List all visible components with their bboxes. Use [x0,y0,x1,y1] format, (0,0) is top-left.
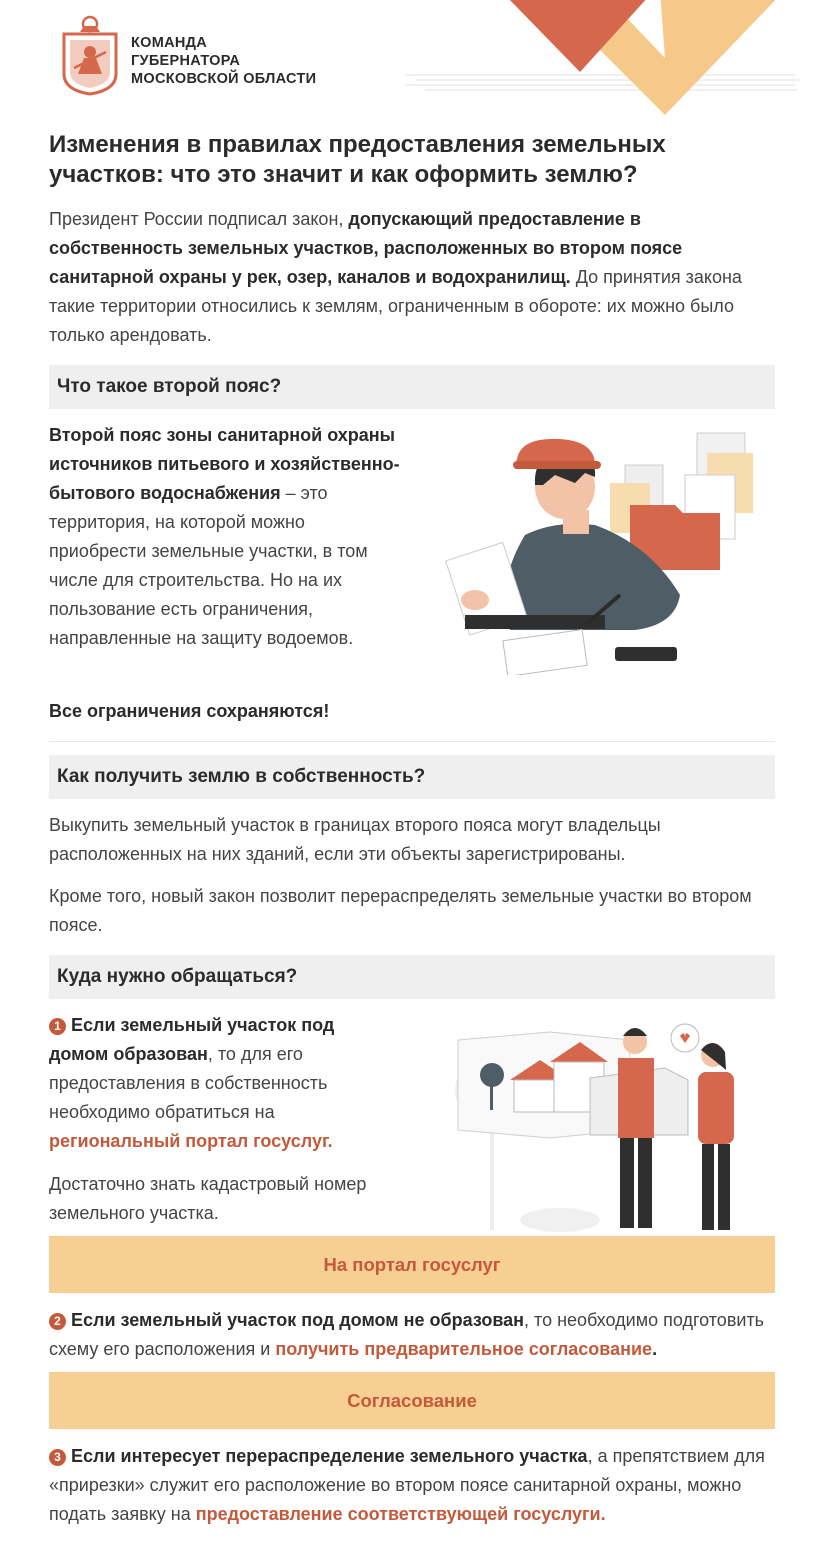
section-heading-second-belt [49,365,775,409]
option-2-bold: Если земельный участок под домом не образован [71,1310,525,1330]
service-request-link[interactable]: предоставление соответствующей госуслуги. [195,1504,606,1524]
second-belt-definition [49,421,401,653]
gosuslugi-portal-button[interactable]: На портал госуслуг [49,1236,775,1293]
worker-illustration [435,425,775,675]
definition-bold: Второй пояс зоны санитарной охраны источников питьевого и хозяйственно-бытового водоснабжения [49,425,400,503]
intro-paragraph [49,205,779,350]
page-title: Изменения в правилах предоставления земельных участков: что это значит и как оформить землю? [49,131,666,188]
header-decoration [400,0,820,120]
definition-text: – это территория, на которой можно приобрести земельные участки, в том числе для строительства. Но на их пользование есть ограничения, направленные на защиту водоемов. [49,483,368,648]
intro-text-1: Президент России подписал закон, [49,209,349,229]
number-1-badge: 1 [49,1018,66,1035]
option-1-text [49,1011,379,1156]
approval-button[interactable]: Согласование [49,1372,775,1429]
section-heading-text: Что такое второй пояс? [57,376,282,397]
section-heading-ownership [49,755,775,799]
ownership-paragraph-2: Кроме того, новый закон позволит перераспределять земельные участки во втором поясе. [49,886,752,935]
preliminary-approval-link[interactable]: получить предварительное согласование [275,1339,653,1359]
couple-map-illustration [430,1020,775,1235]
intro-text-2: До принятия закона такие территории относились к землям, ограниченным в обороте: их можно было только арендовать. [49,267,742,345]
option-2-text [49,1306,779,1364]
section-divider [49,741,775,742]
option-1-bold: Если земельный участок под домом образован [49,1015,335,1064]
logo-line-1: КОМАНДА [131,35,208,51]
gosuslugi-portal-link[interactable]: региональный портал госуслуг. [49,1131,333,1151]
option-3-body: , а препятствием для «прирезки» служит его расположение во втором поясе санитарной охраны, можно подать заявку на [49,1446,765,1524]
section-heading-where-to-apply [49,955,775,999]
ownership-paragraph-1: Выкупить земельный участок в границах второго пояса могут владельцы расположенных на них зданий, если эти объекты зарегистрированы. [49,815,661,864]
option-1-body: , то для его предоставления в собственность необходимо обратиться на [49,1044,328,1122]
option-2-body: , то необходимо подготовить схему его расположения и [49,1310,765,1359]
option-3-text [49,1442,779,1529]
logo-line-2: ГУБЕРНАТОРА [131,53,241,69]
section-heading-text: Как получить землю в собственность? [57,766,426,787]
option-3-bold: Если интересует перераспределение земельного участка [71,1446,588,1466]
number-3-badge: 3 [49,1449,66,1466]
option-2-end: . [652,1339,658,1359]
cadastral-note: Достаточно знать кадастровый номер земельного участка. [49,1174,367,1223]
logo-line-3: МОСКОВСКОЙ ОБЛАСТИ [131,71,317,87]
intro-bold: допускающий предоставление в собственность земельных участков, расположенных во втором поясе санитарной охраны у рек, озер, каналов и водохранилищ. [49,209,683,287]
section-heading-text: Куда нужно обращаться? [57,966,298,987]
restrictions-note: Все ограничения сохраняются! [49,701,330,721]
moscow-region-emblem [58,12,122,96]
organization-name [131,34,316,88]
number-2-badge: 2 [49,1313,66,1330]
